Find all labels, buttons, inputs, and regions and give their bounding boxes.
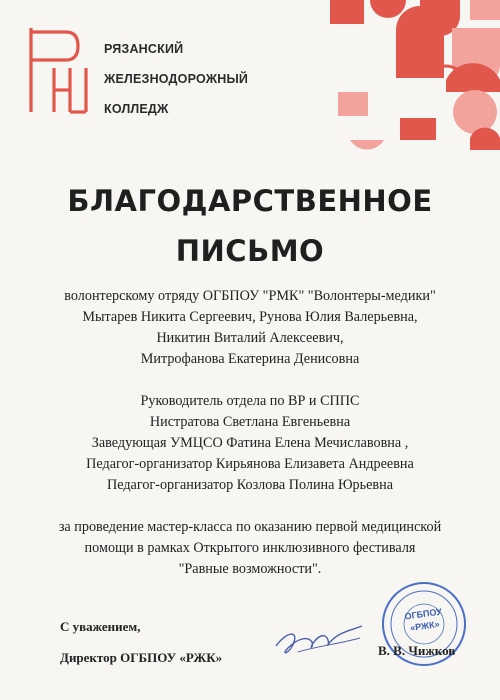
title-line-1: БЛАГОДАРСТВЕННОЕ <box>67 184 433 218</box>
recipient-line: Никитин Виталий Алексеевич, <box>156 330 344 346</box>
decor-rect-3 <box>338 92 368 116</box>
college-name-line-3: КОЛЛЕДЖ <box>104 102 169 116</box>
decor-arc-1 <box>435 66 458 70</box>
decor-rect-4 <box>400 118 436 140</box>
decor-bowl-1 <box>350 140 384 149</box>
handwritten-signature <box>268 612 368 664</box>
signature-block <box>60 611 222 673</box>
stamp-line-2: «РЖК» <box>409 618 441 633</box>
reason-line: помощи в рамках Открытого инклюзивного фестиваля <box>84 540 416 556</box>
staff-line: Руководитель отдела по ВР и СППС <box>140 393 360 409</box>
decorative-shapes <box>170 0 500 170</box>
college-name-line-1: РЯЗАНСКИЙ <box>104 42 184 56</box>
reason-line: "Равные возможности". <box>178 561 322 577</box>
decor-rect-1 <box>330 0 364 24</box>
staff-line: Педагог-организатор Кирьянова Елизавета Андреевна <box>86 456 414 472</box>
reason-line: за проведение мастер-класса по оказанию первой медицинской <box>58 519 442 535</box>
director-name: В. В. Чижков <box>378 643 456 658</box>
decor-half-circle-1 <box>370 0 406 18</box>
decor-circle-1 <box>453 90 497 134</box>
title-line-2: ПИСЬМО <box>175 234 325 268</box>
letter-title <box>0 176 500 276</box>
staff-block <box>0 391 500 496</box>
recipients-block <box>0 286 500 370</box>
recipient-line: Митрофанова Екатерина Денисовна <box>140 351 360 367</box>
decor-rect-2 <box>470 0 500 20</box>
director-position: Директор ОГБПОУ «РЖК» <box>60 650 223 665</box>
reason-block <box>0 517 500 580</box>
college-logo <box>26 24 98 116</box>
college-name-line-2: ЖЕЛЕЗНОДОРОЖНЫЙ <box>104 72 249 86</box>
staff-line: Нистратова Светлана Евгеньевна <box>149 414 351 430</box>
stamp-line-1: ОГБПОУ <box>403 606 443 622</box>
regards-text: С уважением, <box>60 619 141 634</box>
recipient-line: Мытарев Никита Сергеевич, Рунова Юлия Валерьевна, <box>82 309 418 325</box>
staff-line: Педагог-организатор Козлова Полина Юрьевна <box>106 477 394 493</box>
staff-line: Заведующая УМЦСО Фатина Елена Мечиславовна , <box>91 435 409 451</box>
recipient-line: волонтерскому отряду ОГБПОУ "РМК" "Волонтеры-медики" <box>64 288 436 304</box>
